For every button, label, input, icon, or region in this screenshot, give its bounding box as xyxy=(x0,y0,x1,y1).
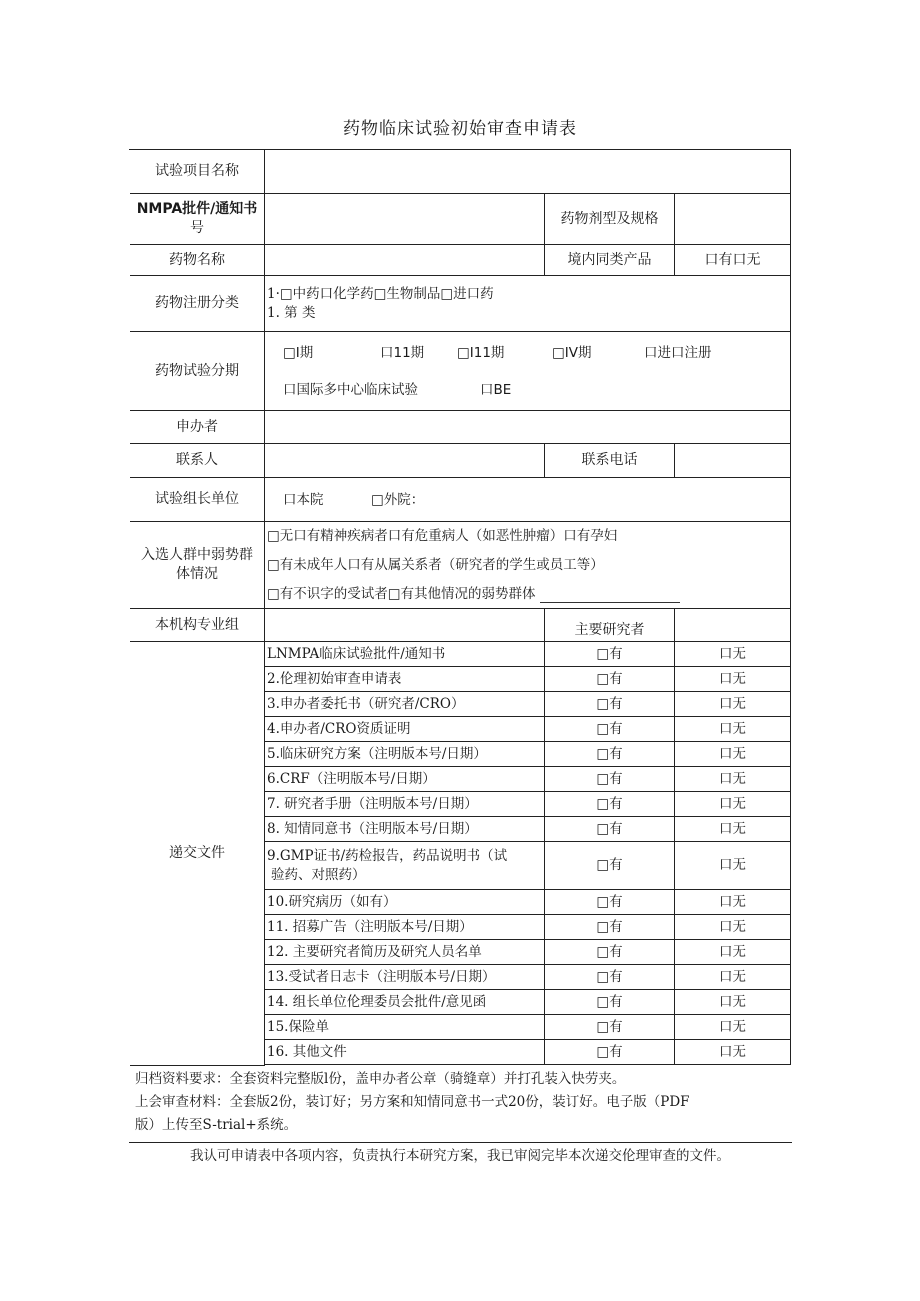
drug-name-field[interactable] xyxy=(265,245,545,276)
document-no-checkbox[interactable]: 口无 xyxy=(675,915,791,940)
document-no-checkbox[interactable]: 口无 xyxy=(675,817,791,842)
document-name: 4.申办者/CRO资质证明 xyxy=(265,717,545,742)
phase-option[interactable]: 口国际多中心临床试验 xyxy=(283,382,418,398)
contact-label: 联系人 xyxy=(130,444,265,478)
vulnerable-options[interactable]: □无口有精神疾病者口有危重病人（如恶性肿瘤）口有孕妇 □有未成年人口有从属关系者（研究者的学生或员工等） □有不识字的受试者□有其他情况的弱势群体 xyxy=(265,522,791,609)
document-no-checkbox[interactable]: 口无 xyxy=(675,1015,791,1040)
document-yes-checkbox[interactable]: □有 xyxy=(545,940,675,965)
divider xyxy=(129,1142,792,1143)
document-name: 15.保险单 xyxy=(265,1015,545,1040)
document-yes-checkbox[interactable]: □有 xyxy=(545,842,675,890)
document-yes-checkbox[interactable]: □有 xyxy=(545,667,675,692)
lead-unit-option[interactable]: 口本院 xyxy=(283,492,324,508)
document-yes-checkbox[interactable]: □有 xyxy=(545,792,675,817)
document-yes-checkbox[interactable]: □有 xyxy=(545,1040,675,1065)
document-name: LNMPA临床试验批件/通知书 xyxy=(265,642,545,667)
dosage-label: 药物剂型及规格 xyxy=(545,194,675,245)
document-name: 8. 知情同意书（注明版本号/日期） xyxy=(265,817,545,842)
page-title: 药物临床试验初始审查申请表 xyxy=(343,119,577,139)
document-yes-checkbox[interactable]: □有 xyxy=(545,717,675,742)
document-no-checkbox[interactable]: 口无 xyxy=(675,642,791,667)
sponsor-field[interactable] xyxy=(265,411,791,444)
nmpa-approval-field[interactable] xyxy=(265,194,545,245)
phase-option[interactable]: 口BE xyxy=(480,382,512,398)
pi-label: 主要研究者 xyxy=(545,609,675,642)
other-vulnerable-blank[interactable] xyxy=(540,588,680,603)
document-name: 3.申办者委托书（研究者/CRO） xyxy=(265,692,545,717)
archive-note: 归档资料要求：全套资料完整版l份，盖申办者公章（骑缝章）并打孔装入快劳夹。 xyxy=(135,1071,626,1087)
phase-label: 药物试验分期 xyxy=(130,332,265,411)
project-name-field[interactable] xyxy=(265,150,791,194)
document-no-checkbox[interactable]: 口无 xyxy=(675,940,791,965)
contact-phone-label: 联系电话 xyxy=(545,444,675,478)
document-no-checkbox[interactable]: 口无 xyxy=(675,742,791,767)
nmpa-approval-label: NMPA批件/通知书 号 xyxy=(130,194,265,245)
lead-unit-options[interactable] xyxy=(265,478,791,522)
phase-option[interactable]: □I11期 xyxy=(457,345,505,361)
document-name: 10.研究病历（如有） xyxy=(265,890,545,915)
registration-options[interactable]: 1·□中药口化学药□生物制品□进口药 1. 第 类 xyxy=(265,276,791,332)
document-no-checkbox[interactable]: 口无 xyxy=(675,692,791,717)
specialty-group-field[interactable] xyxy=(265,609,545,642)
phase-option[interactable]: □IV期 xyxy=(552,345,592,361)
phase-option[interactable]: □I期 xyxy=(283,345,314,361)
lead-unit-option[interactable]: □外院： xyxy=(371,492,425,508)
document-no-checkbox[interactable]: 口无 xyxy=(675,965,791,990)
declaration: 我认可申请表中各项内容，负责执行本研究方案，我已审阅完毕本次递交伦理审查的文件。 xyxy=(190,1148,730,1164)
phase-option[interactable]: 口11期 xyxy=(380,345,425,361)
drug-name-label: 药物名称 xyxy=(130,245,265,276)
document-name: 16. 其他文件 xyxy=(265,1040,545,1065)
document-name: 5.临床研究方案（注明版本号/日期） xyxy=(265,742,545,767)
document-no-checkbox[interactable]: 口无 xyxy=(675,990,791,1015)
document-yes-checkbox[interactable]: □有 xyxy=(545,817,675,842)
document-name: 14. 组长单位伦理委员会批件/意见函 xyxy=(265,990,545,1015)
lead-unit-label: 试验组长单位 xyxy=(130,478,265,522)
meeting-note: 上会审查材料：全套版2份，装订好；另方案和知情同意书一式20份，装订好。电子版（PDF 版）上传至S-trial+系统。 xyxy=(135,1094,690,1133)
document-no-checkbox[interactable]: 口无 xyxy=(675,1040,791,1065)
document-no-checkbox[interactable]: 口无 xyxy=(675,767,791,792)
project-name-label: 试验项目名称 xyxy=(130,150,265,194)
document-yes-checkbox[interactable]: □有 xyxy=(545,767,675,792)
document-yes-checkbox[interactable]: □有 xyxy=(545,692,675,717)
document-yes-checkbox[interactable]: □有 xyxy=(545,890,675,915)
document-name: 12. 主要研究者简历及研究人员名单 xyxy=(265,940,545,965)
document-no-checkbox[interactable]: 口无 xyxy=(675,890,791,915)
pi-field[interactable] xyxy=(675,609,791,642)
document-yes-checkbox[interactable]: □有 xyxy=(545,1015,675,1040)
phase-options[interactable] xyxy=(265,332,791,411)
document-yes-checkbox[interactable]: □有 xyxy=(545,642,675,667)
document-no-checkbox[interactable]: 口无 xyxy=(675,717,791,742)
document-name: 11. 招募广告（注明版本号/日期） xyxy=(265,915,545,940)
document-no-checkbox[interactable]: 口无 xyxy=(675,792,791,817)
document-name: 13.受试者日志卡（注明版本号/日期） xyxy=(265,965,545,990)
phase-option[interactable]: 口进口注册 xyxy=(644,345,712,361)
contact-field[interactable] xyxy=(265,444,545,478)
document-yes-checkbox[interactable]: □有 xyxy=(545,915,675,940)
domestic-similar-label: 境内同类产品 xyxy=(545,245,675,276)
document-name: 2.伦理初始审查申请表 xyxy=(265,667,545,692)
document-name: 7. 研究者手册（注明版本号/日期） xyxy=(265,792,545,817)
document-name: 9.GMP证书/药检报告，药品说明书（试 验药、对照药） xyxy=(265,842,545,890)
document-yes-checkbox[interactable]: □有 xyxy=(545,742,675,767)
registration-label: 药物注册分类 xyxy=(130,276,265,332)
document-name: 6.CRF（注明版本号/日期） xyxy=(265,767,545,792)
submitted-docs-label: 递交文件 xyxy=(130,642,265,1066)
document-no-checkbox[interactable]: 口无 xyxy=(675,667,791,692)
document-yes-checkbox[interactable]: □有 xyxy=(545,965,675,990)
document-yes-checkbox[interactable]: □有 xyxy=(545,990,675,1015)
vulnerable-label: 入选人群中弱势群 体情况 xyxy=(130,522,265,609)
sponsor-label: 申办者 xyxy=(130,411,265,444)
document-no-checkbox[interactable]: 口无 xyxy=(675,842,791,890)
domestic-similar-options[interactable]: 口有口无 xyxy=(675,245,791,276)
specialty-group-label: 本机构专业组 xyxy=(130,609,265,642)
contact-phone-field[interactable] xyxy=(675,444,791,478)
application-form-table xyxy=(129,149,791,1060)
dosage-field[interactable] xyxy=(675,194,791,245)
